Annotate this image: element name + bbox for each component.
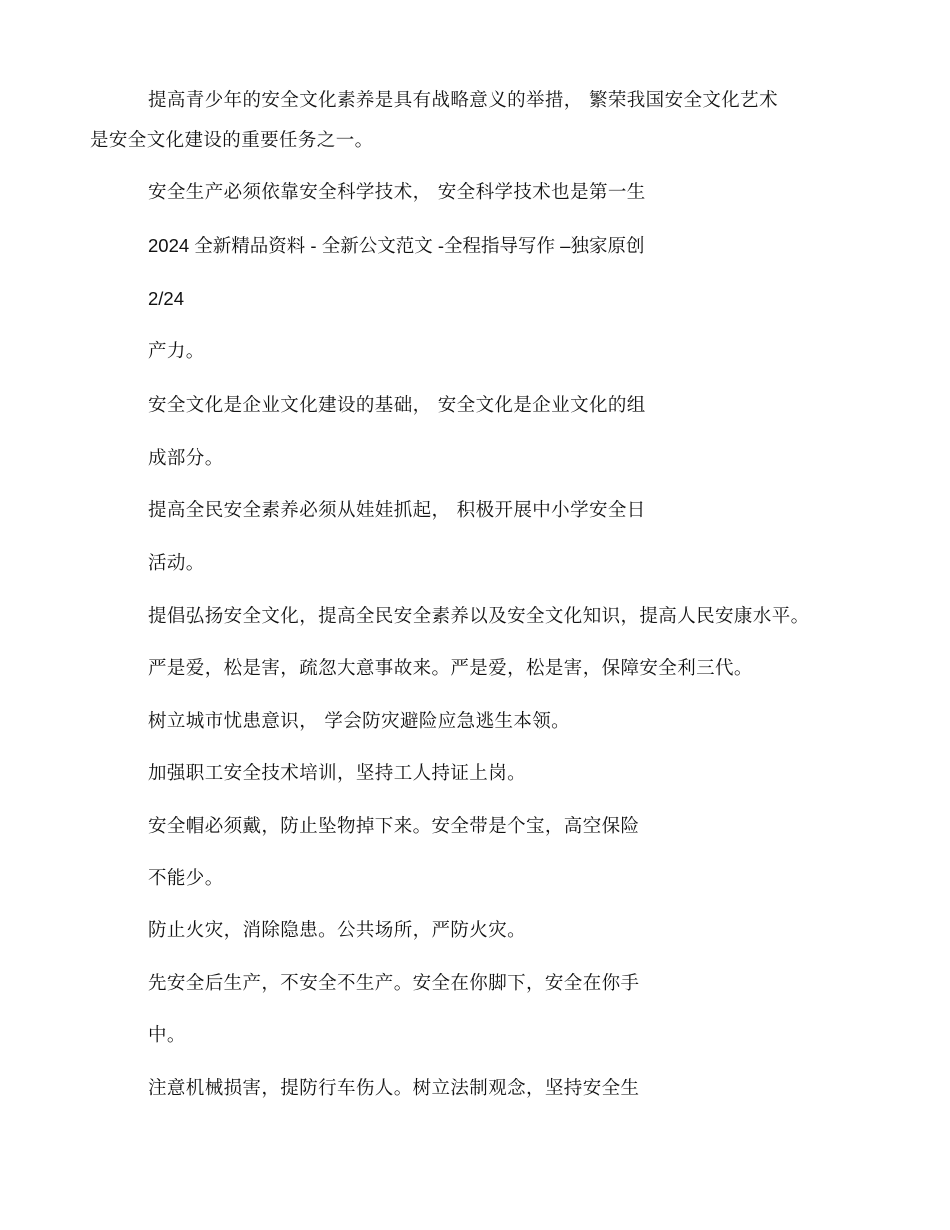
paragraph-line-8: 活动。 — [148, 553, 205, 574]
paragraph-line-11: 树立城市忧患意识， 学会防灾避险应急逃生本领。 — [148, 711, 571, 732]
paragraph-line-7: 提高全民安全素养必须从娃娃抓起， 积极开展中小学安全日 — [148, 500, 646, 521]
page-number: 2/24 — [148, 288, 185, 309]
paragraph-line-18: 注意机械损害，提防行车伤人。树立法制观念，坚持安全生 — [148, 1078, 640, 1099]
paragraph-line-3: 安全生产必须依靠安全科学技术， 安全科学技术也是第一生 — [148, 182, 646, 203]
paragraph-line-1: 提高青少年的安全文化素养是具有战略意义的举措， 繁荣我国安全文化艺术 — [148, 90, 778, 111]
paragraph-line-15: 防止火灾，消除隐患。公共场所，严防火灾。 — [148, 920, 527, 941]
paragraph-line-9: 提倡弘扬安全文化，提高全民安全素养以及安全文化知识，提高人民安康水平。 — [148, 606, 810, 627]
paragraph-line-13: 安全帽必须戴，防止坠物掉下来。安全带是个宝，高空保险 — [148, 816, 640, 837]
page-header-banner: 2024 全新精品资料 - 全新公文范文 -全程指导写作 –独家原创 — [148, 235, 645, 256]
paragraph-line-6: 成部分。 — [148, 448, 224, 469]
paragraph-line-14: 不能少。 — [148, 868, 224, 889]
paragraph-line-5: 安全文化是企业文化建设的基础， 安全文化是企业文化的组 — [148, 395, 646, 416]
paragraph-line-2: 是安全文化建设的重要任务之一。 — [90, 130, 374, 151]
paragraph-line-16: 先安全后生产，不安全不生产。安全在你脚下，安全在你手 — [148, 973, 640, 994]
paragraph-line-17: 中。 — [148, 1025, 186, 1046]
paragraph-line-4: 产力。 — [148, 341, 205, 362]
paragraph-line-10: 严是爱，松是害，疏忽大意事故来。严是爱，松是害，保障安全利三代。 — [148, 658, 753, 679]
paragraph-line-12: 加强职工安全技术培训，坚持工人持证上岗。 — [148, 763, 527, 784]
